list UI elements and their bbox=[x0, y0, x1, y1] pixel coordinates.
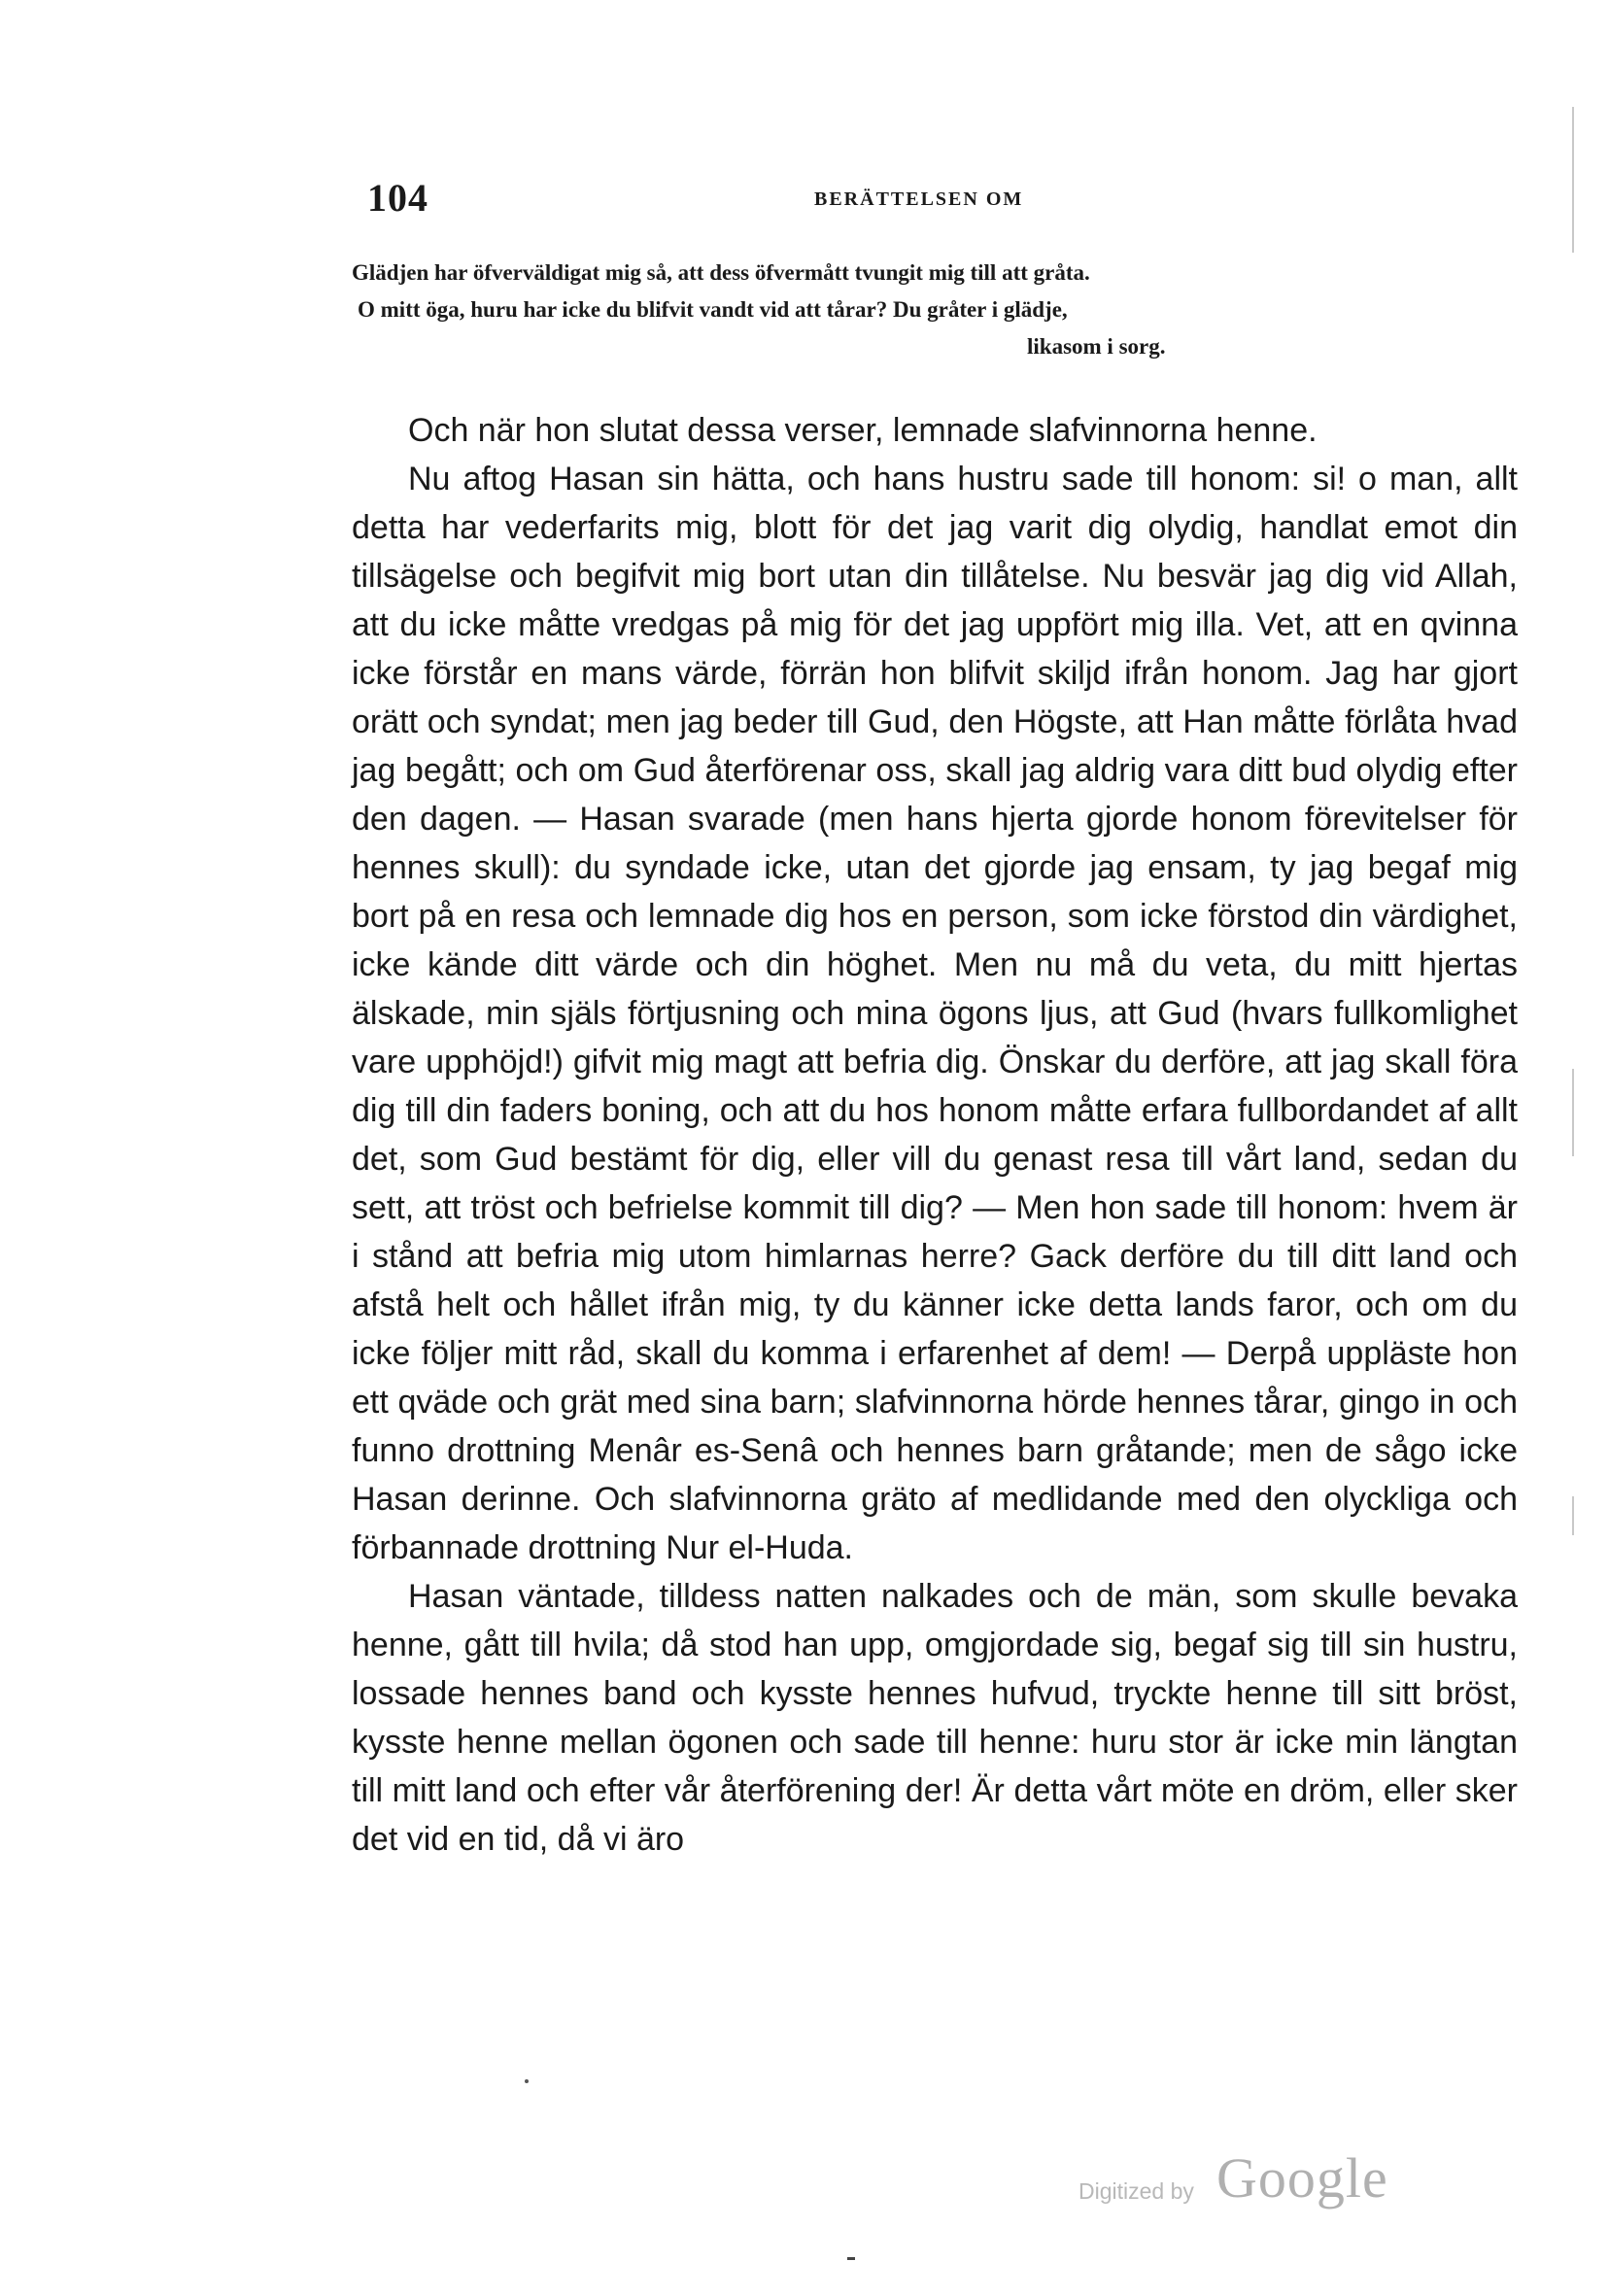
digitized-by-text: Digitized by bbox=[1078, 2178, 1194, 2204]
scan-dot bbox=[525, 2079, 529, 2083]
page-number: 104 bbox=[367, 176, 428, 220]
page-header bbox=[367, 175, 1135, 233]
scan-edge-line bbox=[1572, 107, 1574, 253]
scan-edge-line bbox=[1572, 1496, 1574, 1535]
paragraph: Och när hon slutat dessa verser, lemnade slafvinnorna henne. bbox=[408, 412, 1318, 449]
digitized-watermark bbox=[1078, 2145, 1467, 2213]
google-logo: Google bbox=[1216, 2146, 1388, 2210]
paragraph: Nu aftog Hasan sin hätta, och hans hustru sade till honom: si! o man, allt detta har vederfarits mig, blott för det jag varit dig olydig, handlat emot din tillsägelse och begifvit mig bort utan din tillåtelse. Nu besvär jag dig vid Allah, att du icke måtte vredgas på mig för det jag uppfört mig illa. Vet, att en qvinna icke förstår en mans värde, förrän hon blifvit skiljd ifrån honom. Jag har gjort orätt och syndat; men jag beder till Gud, den Högste, att Han måtte förlåta hvad jag begått; och om Gud återförenar oss, skall jag aldrig vara ditt bud olydig efter den dagen. — Hasan svarade (men hans hjerta gjorde honom förevitelser för hennes skull): du syndade icke, utan det gjorde jag ensam, ty jag begaf mig bort på en resa och lemnade dig hos en person, som icke förstod din värdighet, icke kände ditt värde och din höghet. Men nu må du veta, du mitt hjertas älskade, min själs förtjusning och mina ögons ljus, att Gud (hvars fullkomlighet vare upphöjd!) gifvit mig magt att befria dig. Önskar du derföre, att jag skall föra dig till din faders boning, och att du hos honom måtte erfara fullbordandet af allt det, som Gud bestämt för dig, eller vill du genast resa till vårt land, sedan du sett, att tröst och befrielse kommit till dig? — Men hon sade till honom: hvem är i stånd att befria mig utom himlarnas herre? Gack derföre du till ditt land och afstå helt och hållet ifrån mig, ty du känner icke detta lands faror, och om du icke följer mitt råd, skall du komma i erfarenhet af dem! — Derpå uppläste hon ett qväde och grät med sina barn; slafvinnorna hörde hennes tårar, gingo in och funno drottning Menâr es-Senâ och hennes barn gråtande; men de sågo icke Hasan derinne. Och slafvinnorna gräto af medlidande med den olyckliga och förbannade drottning Nur el-Huda. bbox=[352, 461, 1518, 1566]
verse-block bbox=[352, 255, 1498, 365]
paragraph: Hasan väntade, tilldess natten nalkades och de män, som skulle bevaka henne, gått till hvila; då stod han upp, omgjordade sig, begaf sig till sin hustru, lossade hennes band och kysste hennes hufvud, tryckte henne till sitt bröst, kysste henne mellan ögonen och sade till henne: huru stor är icke min längtan till mitt land och efter vår återförening der! Är detta vårt möte en dröm, eller sker det vid en tid, då vi äro bbox=[352, 1578, 1518, 1858]
verse-line: Glädjen har öfverväldigat mig så, att dess öfvermått tvungit mig till att gråta. bbox=[352, 260, 1090, 285]
verse-line: O mitt öga, huru har icke du blifvit vandt vid att tårar? Du gråter i glädje, bbox=[358, 297, 1068, 322]
verse-line: likasom i sorg. bbox=[1027, 334, 1166, 359]
body-text bbox=[352, 406, 1518, 1864]
running-head: BERÄTTELSEN OM bbox=[814, 188, 1024, 210]
scan-edge-line bbox=[1572, 1069, 1574, 1156]
scan-dot bbox=[847, 2257, 855, 2260]
